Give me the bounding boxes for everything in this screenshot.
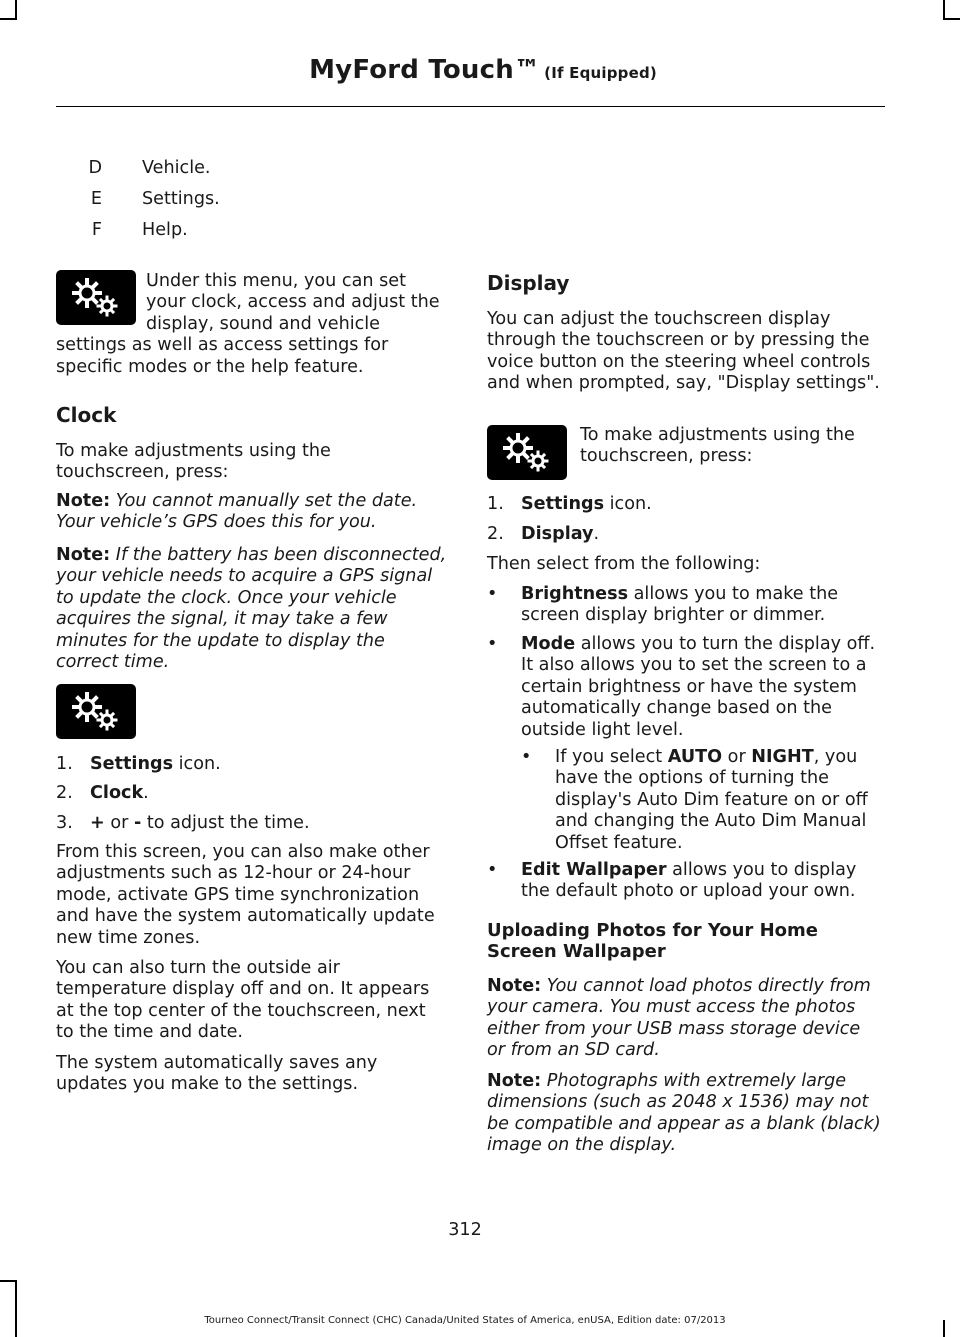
intro-paragraph — [56, 271, 448, 378]
crop-mark — [0, 1280, 17, 1282]
bullet-bold: NIGHT — [751, 747, 814, 767]
display-intro: You can adjust the touchscreen display through the touchscreen or by pressing the voice button on the steering wheel controls and when prompted, say, "Display settings". — [487, 309, 880, 394]
crop-mark — [943, 1320, 945, 1337]
header-title-suffix: (If Equipped) — [544, 64, 657, 82]
bullet-bold: Mode — [521, 634, 576, 654]
note-text: You cannot manually set the date. Your vehicle’s GPS does this for you. — [56, 491, 418, 533]
legend-item — [56, 189, 220, 209]
settings-gear-icon — [56, 684, 136, 739]
legend-text: Help. — [142, 220, 188, 240]
page-number: 312 — [448, 1220, 482, 1240]
note-battery — [56, 545, 448, 673]
display-bullet — [487, 634, 883, 741]
bullet-dot: • — [487, 860, 498, 880]
bullet-text: If you select — [555, 747, 668, 767]
legend-letter: E — [90, 189, 102, 209]
settings-gear-icon — [487, 425, 567, 480]
display-bullet — [487, 860, 883, 903]
display-press-text: To make adjustments using the touchscreen, press: — [580, 425, 855, 467]
bullet-bold: Brightness — [521, 584, 629, 604]
select-text: Then select from the following: — [487, 554, 761, 574]
header-title-main: MyFord Touch™ — [309, 55, 541, 85]
clock-step — [56, 754, 221, 774]
clock-paragraph: You can also turn the outside air temperature display off and on. It appears at the top center of the touchscreen, next to the time and date. — [56, 958, 430, 1043]
bullet-dot: • — [487, 584, 498, 604]
step-text: . — [593, 524, 600, 544]
note-label: Note: — [56, 545, 111, 565]
step-number: 3. — [56, 813, 73, 833]
step-bold: Settings — [90, 754, 174, 774]
step-text: to adjust the time. — [141, 813, 310, 833]
note-text: If the battery has been disconnected, your vehicle needs to acquire a GPS signal to update the clock. Once your vehicle acquires the signal, it may take a few minutes for the update to display the correct time. — [56, 545, 447, 673]
crop-mark — [15, 1280, 17, 1337]
legend-text: Vehicle. — [142, 158, 211, 178]
bullet-text: or — [722, 747, 752, 767]
step-text: . — [143, 783, 149, 803]
crop-mark — [943, 0, 945, 18]
step-bold: Display — [521, 524, 594, 544]
upload-heading: Uploading Photos for Your Home Screen Wallpaper — [487, 920, 818, 962]
bullet-text: , you have the options of turning the display's Auto Dim feature on or off and changing the Auto Dim Manual Offset feature. — [555, 747, 868, 853]
step-text: icon. — [604, 494, 652, 514]
step-number: 2. — [56, 783, 73, 803]
crop-mark — [0, 18, 17, 20]
clock-paragraph: The system automatically saves any updates you make to the settings. — [56, 1053, 378, 1095]
display-bullet — [487, 584, 883, 627]
legend-item — [56, 220, 188, 240]
display-heading: Display — [487, 271, 570, 295]
bullet-bold: AUTO — [667, 747, 723, 767]
step-bold: Settings — [521, 494, 605, 514]
crop-mark — [943, 18, 960, 20]
bullet-text: allows you to display the default photo or upload your own. — [521, 860, 857, 902]
clock-intro: To make adjustments using the touchscreen, press: — [56, 441, 331, 483]
note-label: Note: — [56, 491, 111, 511]
note-label: Note: — [487, 1071, 542, 1091]
legend-letter: F — [91, 220, 102, 240]
clock-paragraph: From this screen, you can also make other adjustments such as 12-hour or 24-hour mode, activate GPS time synchronization and have the system automatically update new time zones. — [56, 842, 435, 948]
step-number: 1. — [56, 754, 73, 774]
display-step — [487, 524, 599, 544]
bullet-dot: • — [487, 634, 498, 654]
legend-item — [56, 158, 211, 178]
crop-mark — [15, 0, 17, 18]
bullet-bold: Edit Wallpaper — [521, 860, 667, 880]
step-number: 2. — [487, 524, 504, 544]
display-sub-bullet — [521, 747, 883, 854]
bullet-text: allows you to turn the display off. It also allows you to set the screen to a certain brightness or have the system automatically change based on the outside light level. — [521, 634, 876, 740]
header-divider — [56, 106, 885, 107]
note-label: Note: — [487, 976, 542, 996]
note-large-photos — [487, 1071, 883, 1157]
clock-step — [56, 813, 310, 833]
page-footer: Tourneo Connect/Transit Connect (CHC) Canada/United States of America, enUSA, Edition date: 07/2013 — [204, 1315, 726, 1326]
bullet-dot: • — [521, 747, 532, 767]
note-gps-date — [56, 491, 448, 534]
clock-step — [56, 783, 149, 803]
step-bold: + — [90, 813, 105, 833]
note-text: You cannot load photos directly from your camera. You must access the photos either from your USB mass storage device or from an SD card. — [487, 976, 871, 1061]
page-header-title — [309, 55, 657, 85]
bullet-text: allows you to make the screen display brighter or dimmer. — [521, 584, 839, 626]
display-step — [487, 494, 652, 514]
legend-text: Settings. — [142, 189, 220, 209]
intro-text: Under this menu, you can set your clock, access and adjust the display, sound and vehicle settings as well as access settings for specific modes or the help feature. — [56, 271, 440, 377]
note-text: Photographs with extremely large dimensions (such as 2048 x 1536) may not be compatible and appear as a blank (black) image on the display. — [487, 1071, 881, 1156]
clock-heading: Clock — [56, 403, 117, 427]
step-text: or — [104, 813, 134, 833]
step-number: 1. — [487, 494, 504, 514]
legend-letter: D — [88, 158, 102, 178]
step-bold: Clock — [90, 783, 144, 803]
note-camera — [487, 976, 883, 1062]
step-text: icon. — [173, 754, 221, 774]
step-bold: - — [133, 813, 142, 833]
